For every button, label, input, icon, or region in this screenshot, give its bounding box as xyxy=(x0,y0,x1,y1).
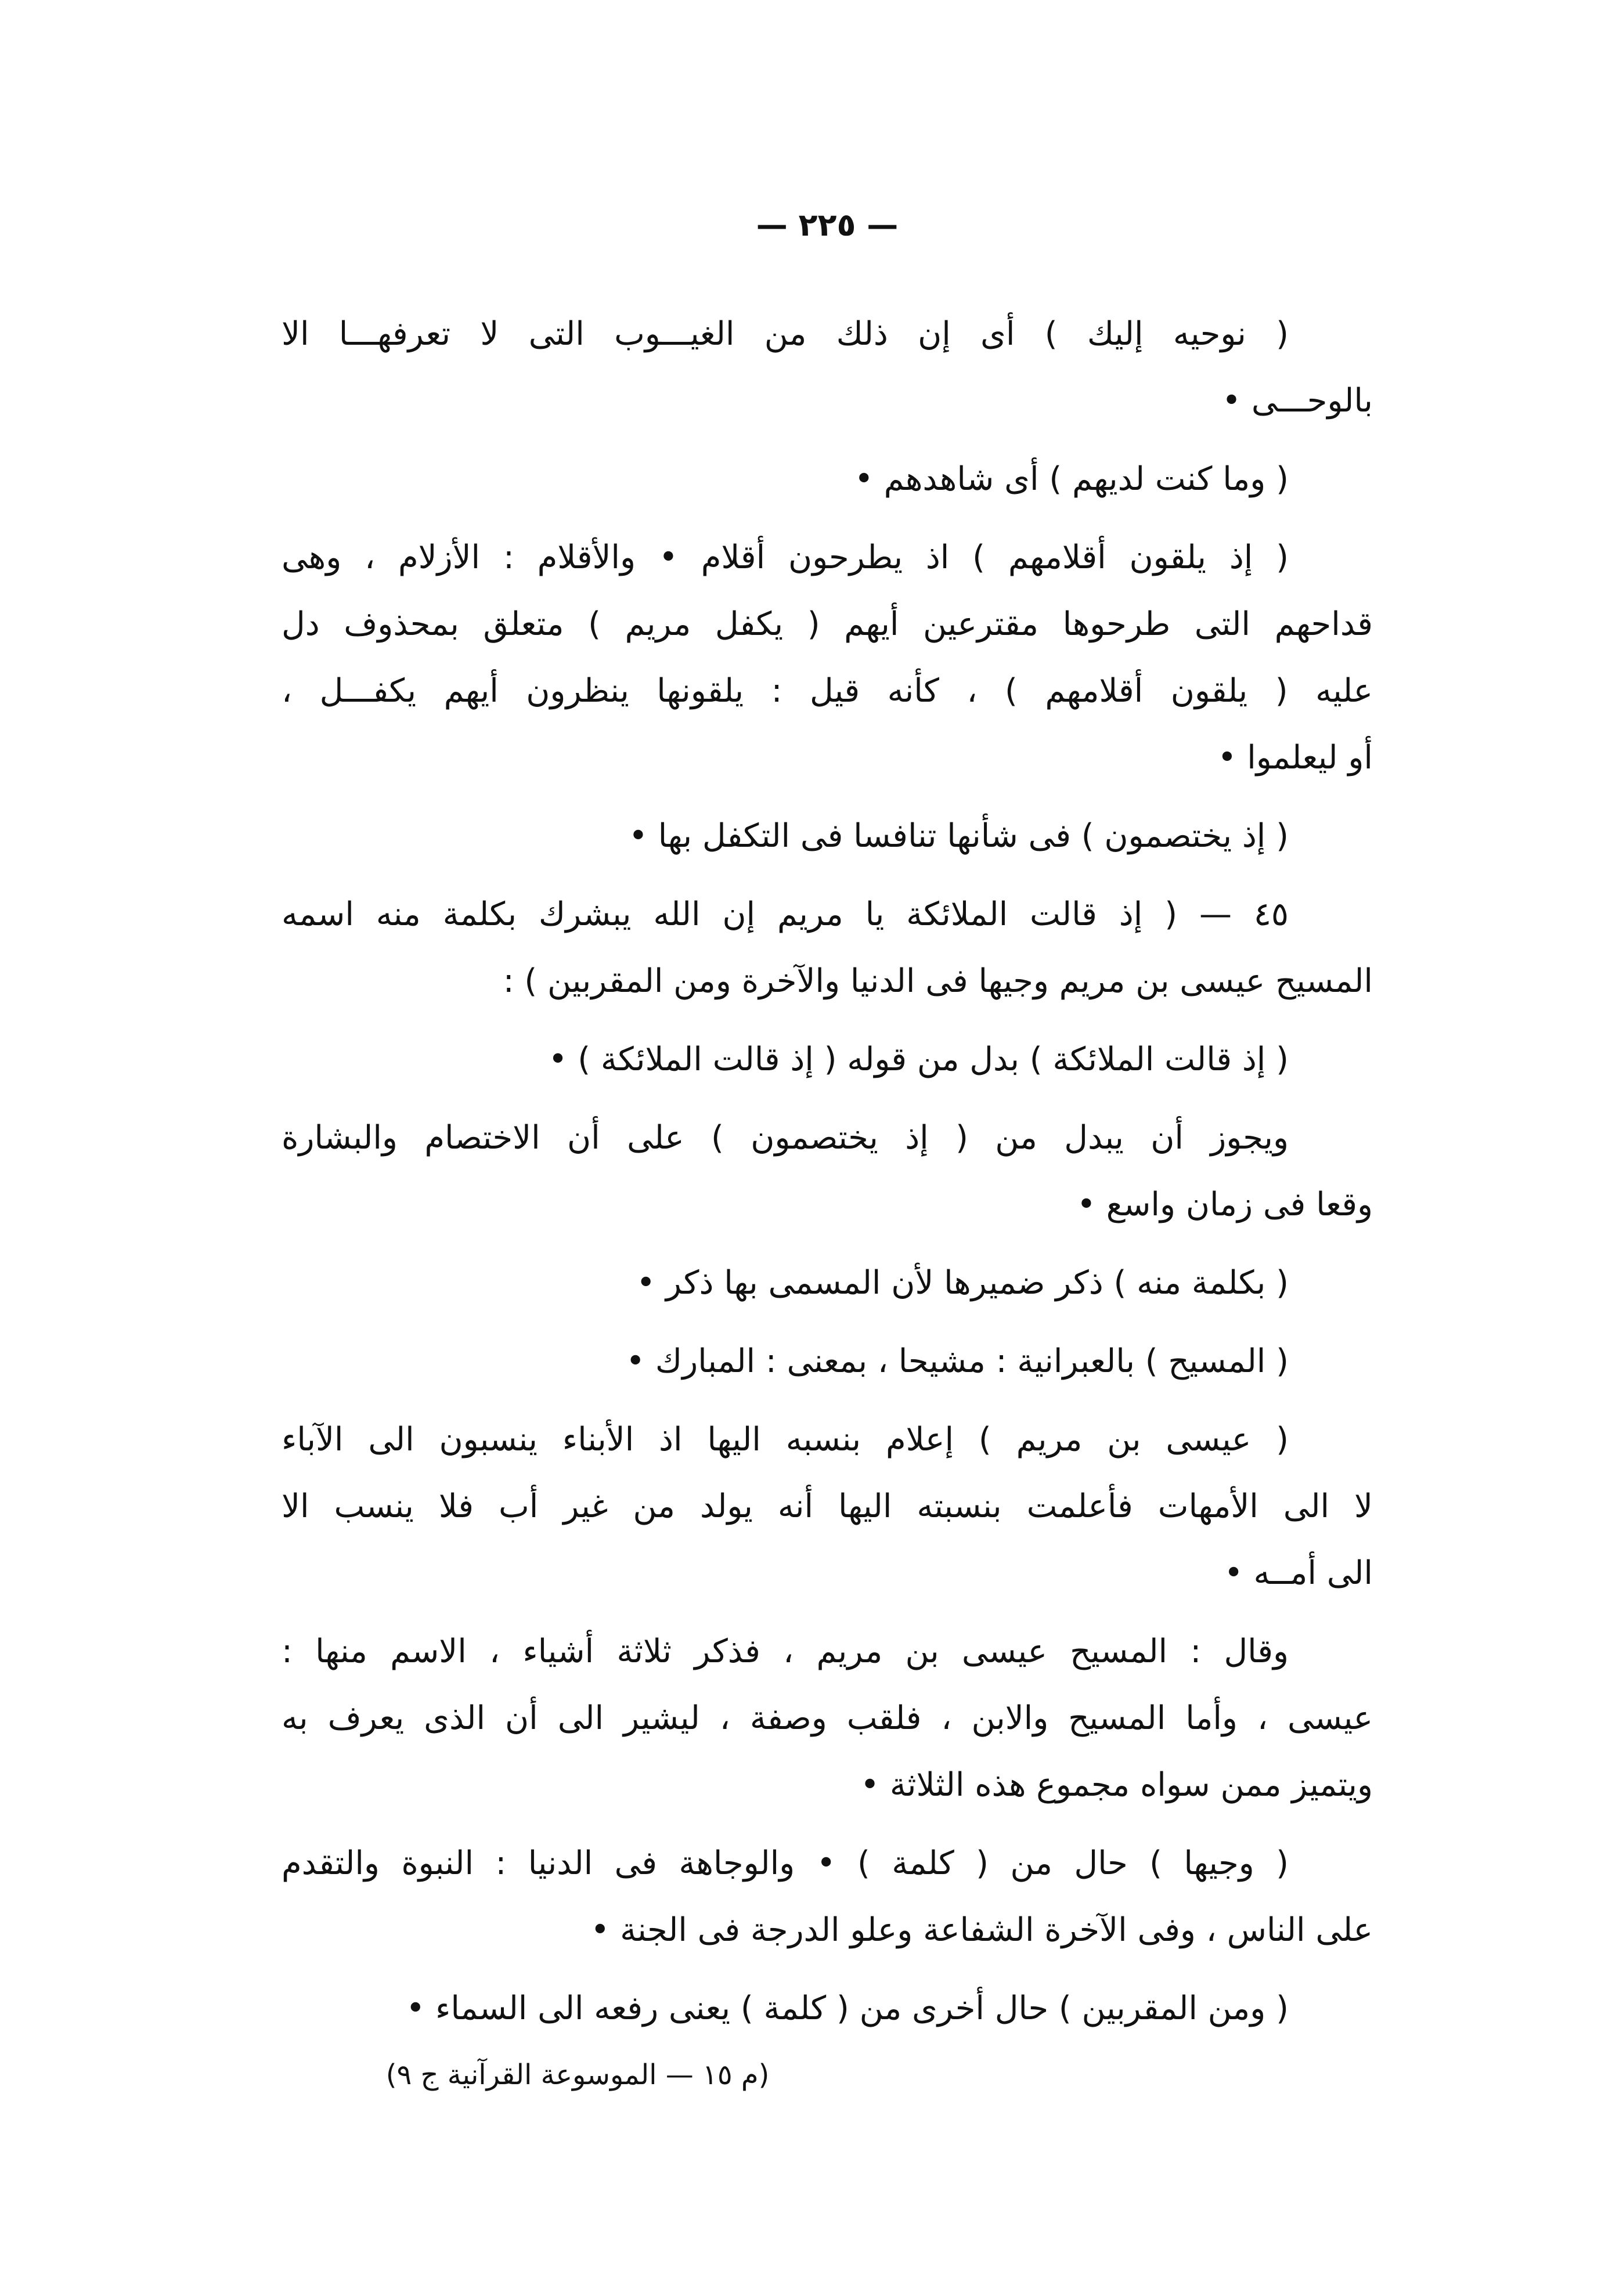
paragraph xyxy=(282,1104,1373,1238)
text-line: ويتميز ممن سواه مجموع هذه الثلاثة • xyxy=(860,1766,1373,1804)
text-line: وقال : المسيح عيسى بن مريم ، فذكر ثلاثة أشياء ، الاسم منها : xyxy=(282,1633,1289,1670)
text-line: المسيح عيسى بن مريم وجيها فى الدنيا والآخرة ومن المقربين ) : xyxy=(503,962,1373,1000)
text-line: ٤٥ — ( إذ قالت الملائكة يا مريم إن الله يبشرك بكلمة منه اسمه xyxy=(282,896,1289,933)
text-line: وقعا فى زمان واسع • xyxy=(1076,1186,1373,1223)
text-line: ( نوحيه إليك ) أى إن ذلك من الغيـــوب التى لا تعرفهـــا الا xyxy=(282,315,1289,353)
text-line: لا الى الأمهات فأعلمت بنسبته اليها أنه يولد من غير أب فلا ينسب الا xyxy=(282,1488,1373,1525)
text-line: ( بكلمة منه ) ذكر ضميرها لأن المسمى بها ذكر • xyxy=(636,1264,1289,1302)
text-line: ( إذ قالت الملائكة ) بدل من قوله ( إذ قالت الملائكة ) • xyxy=(548,1041,1289,1078)
paragraph xyxy=(282,1830,1373,1963)
paragraph xyxy=(282,1250,1373,1316)
text-line: أو ليعلموا • xyxy=(1217,739,1373,777)
text-line: ( إذ يختصمون ) فى شأنها تنافسا فى التكفل بها • xyxy=(628,817,1289,855)
paragraph xyxy=(282,881,1373,1015)
text-line: بالوحـــى • xyxy=(1222,382,1373,420)
text-line: ( عيسى بن مريم ) إعلام بنسبه اليها اذ الأبناء ينسبون الى الآباء xyxy=(282,1421,1289,1459)
paragraph xyxy=(282,301,1373,434)
text-line: قداحهم التى طرحوها مقترعين أيهم ( يكفل مريم ) متعلق بمحذوف دل xyxy=(282,605,1373,643)
paragraph xyxy=(282,446,1373,512)
text-line: ( إذ يلقون أقلامهم ) اذ يطرحون أقلام • والأقلام : الأزلام ، وهى xyxy=(282,539,1289,576)
paragraph xyxy=(282,1328,1373,1395)
footer-signature: (م ١٥ — الموسوعة القرآنية ج ٩) xyxy=(385,2059,770,2091)
text-line: على الناس ، وفى الآخرة الشفاعة وعلو الدرجة فى الجنة • xyxy=(590,1911,1373,1949)
paragraph xyxy=(282,1026,1373,1093)
text-line: عليه ( يلقون أقلامهم ) ، كأنه قيل : يلقونها ينظرون أيهم يكفـــل ، xyxy=(282,672,1373,710)
paragraph xyxy=(282,1975,1373,2042)
text-line: ( وجيها ) حال من ( كلمة ) • والوجاهة فى الدنيا : النبوة والتقدم xyxy=(282,1844,1289,1882)
paragraph xyxy=(282,803,1373,869)
paragraph xyxy=(282,1406,1373,1607)
text-line: ( ومن المقربين ) حال أخرى من ( كلمة ) يعنى رفعه الى السماء • xyxy=(406,1990,1289,2027)
body-text xyxy=(282,301,1373,2042)
page-number: — ٢٢٥ — xyxy=(756,207,899,243)
text-line: ( المسيح ) بالعبرانية : مشيحا ، بمعنى : المبارك • xyxy=(626,1342,1289,1380)
text-line: الى أمــه • xyxy=(1224,1554,1373,1592)
paragraph xyxy=(282,1618,1373,1818)
text-line: ويجوز أن يبدل من ( إذ يختصمون ) على أن الاختصام والبشارة xyxy=(282,1119,1289,1157)
paragraph xyxy=(282,524,1373,791)
text-line: عيسى ، وأما المسيح والابن ، فلقب وصفة ، ليشير الى أن الذى يعرف به xyxy=(282,1699,1373,1737)
text-line: ( وما كنت لديهم ) أى شاهدهم • xyxy=(854,460,1289,498)
